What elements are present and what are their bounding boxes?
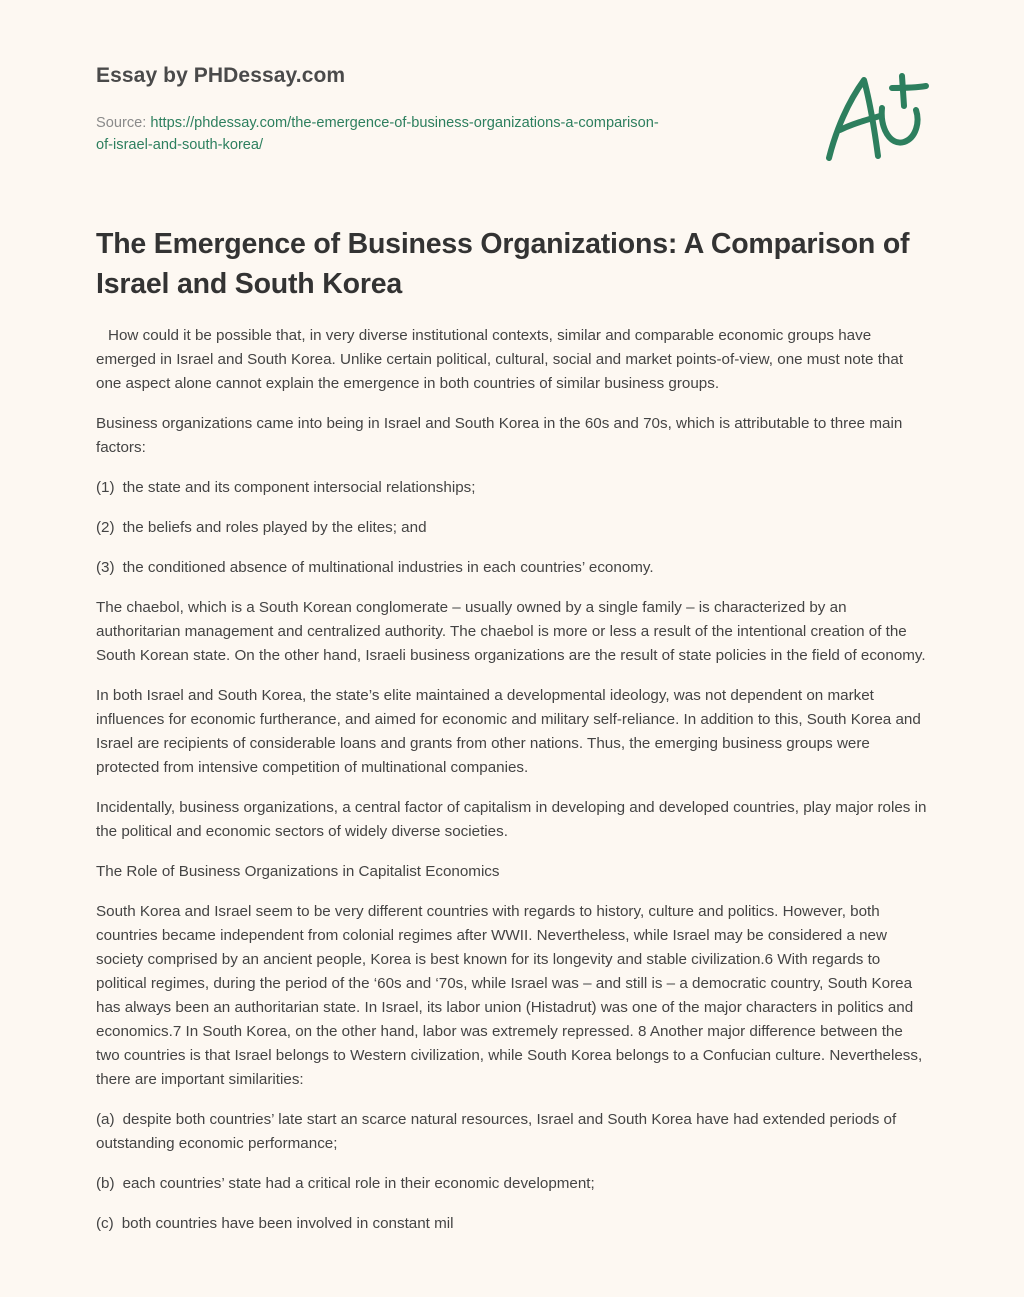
- source-link-line-2: of-israel-and-south-korea/: [96, 137, 264, 153]
- similarity-marker: (b): [96, 1175, 115, 1192]
- factor-text: the beliefs and roles played by the elites; and: [122, 519, 427, 536]
- factor-marker: (3): [96, 559, 115, 576]
- source-line: [96, 112, 796, 156]
- factor-text: the state and its component intersocial relationships;: [122, 479, 476, 496]
- factor-text: the conditioned absence of multinational industries in each countries’ economy.: [122, 559, 654, 576]
- similarity-item-b: [96, 1172, 928, 1196]
- paragraph-6: South Korea and Israel seem to be very different countries with regards to history, culture and politics. However, both countries became independent from colonial regimes after WWII. Nevertheless, while Israel may be considered a new society comprised by an ancient people, Korea is best known for its longevity and stable civilization.6 With regards to political regimes, during the period of the ‘60s and ‘70s, while Israel was – and still is – a democratic country, South Korea has always been an authoritarian state. In Israel, its labor union (Histadrut) was one of the major characters in politics and economics.7 In South Korea, on the other hand, labor was extremely repressed. 8 Another major difference between the two countries is that Israel belongs to Western civilization, while South Korea belongs to a Confucian culture. Nevertheless, there are important similarities:: [96, 903, 923, 1088]
- essay-title: The Emergence of Business Organizations: A Comparison of Israel and South Korea: [96, 228, 910, 300]
- similarity-text: despite both countries’ late start an scarce natural resources, Israel and South Korea have had extended periods of outstanding economic performance;: [96, 1111, 897, 1152]
- factor-item-2: [96, 516, 928, 540]
- factor-marker: (1): [96, 479, 115, 496]
- paragraph-3: The chaebol, which is a South Korean conglomerate – usually owned by a single family – is characterized by an authoritarian management and centralized authority. The chaebol is more or less a result of the intentional creation of the South Korean state. On the other hand, Israeli business organizations are the result of state policies in the field of economy.: [96, 599, 926, 664]
- site-title: Essay by PHDessay.com: [96, 64, 346, 87]
- a-plus-logo-icon: [822, 66, 930, 166]
- similarity-text: both countries have been involved in constant mil: [121, 1215, 454, 1232]
- similarity-item-a: [96, 1108, 928, 1156]
- essay-body: [96, 324, 928, 1252]
- factor-item-1: [96, 476, 928, 500]
- source-link-line-1: https://phdessay.com/the-emergence-of-business-organizations-a-comparison-: [150, 115, 659, 131]
- factor-item-3: [96, 556, 928, 580]
- similarity-marker: (a): [96, 1111, 115, 1128]
- paragraph-4: In both Israel and South Korea, the state’s elite maintained a developmental ideology, was not dependent on market influences for economic furtherance, and aimed for economic and military self-reliance. In addition to this, South Korea and Israel are recipients of considerable loans and grants from other nations. Thus, the emerging business groups were protected from intensive competition of multinational companies.: [96, 687, 921, 776]
- factor-marker: (2): [96, 519, 115, 536]
- paragraph-2: Business organizations came into being in Israel and South Korea in the 60s and 70s, which is attributable to three main factors:: [96, 415, 903, 456]
- section-subheading: The Role of Business Organizations in Capitalist Economics: [96, 863, 500, 880]
- paragraph-1: How could it be possible that, in very diverse institutional contexts, similar and comparable economic groups have emerged in Israel and South Korea. Unlike certain political, cultural, social and market points-of-view, one must note that one aspect alone cannot explain the emergence in both countries of similar business groups.: [96, 327, 904, 392]
- similarity-marker: (c): [96, 1215, 114, 1232]
- similarity-item-c: [96, 1212, 928, 1236]
- similarity-text: each countries’ state had a critical role in their economic development;: [122, 1175, 595, 1192]
- paragraph-5: Incidentally, business organizations, a central factor of capitalism in developing and developed countries, play major roles in the political and economic sectors of widely diverse societies.: [96, 799, 927, 840]
- source-label: Source:: [96, 115, 151, 131]
- source-link[interactable]: [96, 115, 659, 153]
